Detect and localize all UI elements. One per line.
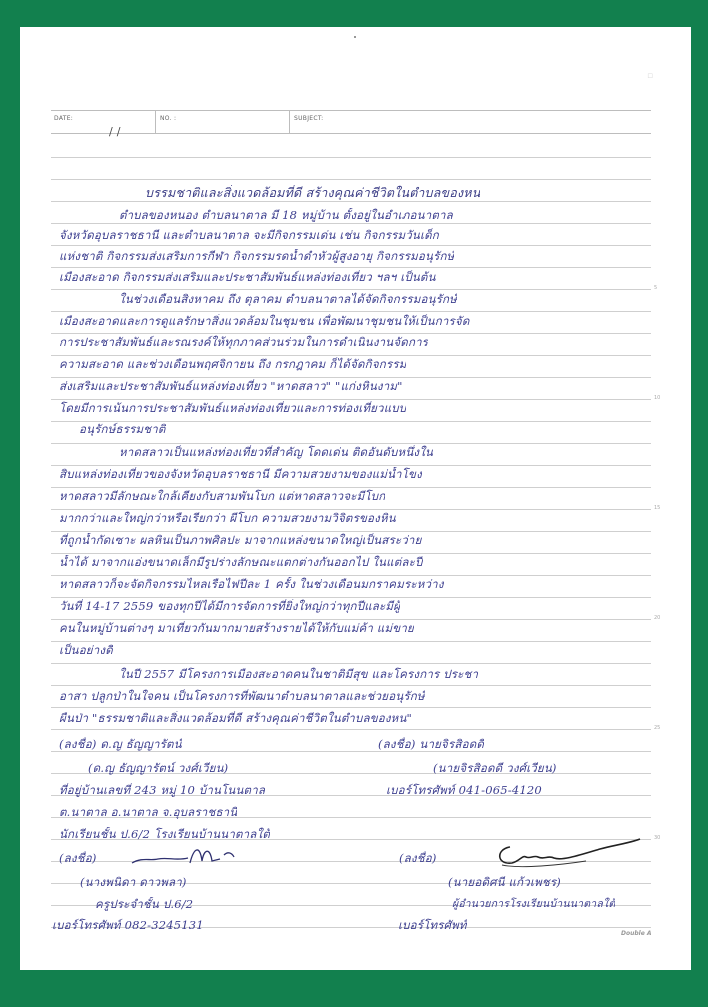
signature-guardian: (ลงชื่อ) นายจิรสิอดดี — [378, 737, 485, 751]
ruled-line — [51, 311, 651, 312]
paper-brand: Double A — [621, 930, 652, 937]
header-row — [51, 110, 651, 138]
body-line: ในช่วงเดือนสิงหาคม ถึง ตุลาคม ตำบลนาตาลได้จัดกิจกรรมอนุรักษ์ — [119, 292, 457, 306]
ruled-line — [51, 465, 651, 466]
body-line: การประชาสัมพันธ์และรณรงค์ให้ทุกภาคส่วนร่วมในการดำเนินงานจัดการ — [59, 335, 429, 349]
header-divider — [289, 111, 290, 133]
subject-label: SUBJECT: — [294, 115, 324, 122]
body-line: มากกว่าและใหญ่กว่าหรือเรียกว่า ผีโบก ความสวยงามวิจิตรของหิน — [59, 511, 396, 525]
signature-student: (ลงชื่อ) ด.ญ ธัญญารัตน์ — [59, 737, 182, 751]
line-number: 5 — [654, 285, 658, 291]
body-line: โดยมีการเน้นการประชาสัมพันธ์แหล่งท่องเที่ยวและการท่องเที่ยวแบบ — [59, 401, 407, 415]
line-number: 10 — [654, 395, 661, 401]
director-signature-scribble — [490, 835, 650, 871]
body-line: หาดสลาวก็จะจัดกิจกรรมไหลเรือไฟปีละ 1 ครั้ง ในช่วงเดือนมกราคมระหว่าง — [59, 577, 444, 591]
ruled-line — [51, 553, 651, 554]
ruled-line — [51, 619, 651, 620]
ruled-line — [51, 399, 651, 400]
ruled-line — [51, 201, 651, 202]
body-line: อาสา ปลูกป่าในใจคน เป็นโครงการที่พัฒนาตำบลนาตาลและช่วยอนุรักษ์ — [59, 689, 425, 703]
body-line: หาดสลาวเป็นแหล่งท่องเที่ยวที่สำคัญ โดดเด่น ติดอันดับหนึ่งใน — [119, 445, 434, 459]
body-line: น้ำได้ มาจากแอ่งขนาดเล็กมีรูปร่างลักษณะแตกต่างกันออกไป ในแต่ละปี — [59, 555, 423, 569]
ruled-line — [51, 509, 651, 510]
line-number: 15 — [654, 505, 661, 511]
body-line: ผืนป่า "ธรรมชาติและสิ่งแวดล้อมที่ดี สร้างคุณค่าชีวิตในตำบลของหน" — [59, 711, 413, 725]
ruled-line — [51, 179, 651, 180]
ruled-line — [51, 729, 651, 730]
body-line: อนุรักษ์ธรรมชาติ — [79, 422, 166, 436]
body-line: เมืองสะอาดและการดูแลรักษาสิ่งแวดล้อมในชุมชน เพื่อพัฒนาชุมชนให้เป็นการจัด — [59, 314, 470, 328]
body-line: ที่ถูกน้ำกัดเซาะ ผลหินเป็นภาพศิลปะ มาจากแหล่งขนาดใหญ่เป็นสระว่าย — [59, 533, 422, 547]
no-label: NO. : — [160, 115, 177, 122]
ruled-line — [51, 223, 651, 224]
ruled-line — [51, 707, 651, 708]
ruled-line — [51, 157, 651, 158]
signature-director: (ลงชื่อ) — [399, 851, 437, 865]
line-number: 25 — [654, 725, 661, 731]
ruled-line — [51, 289, 651, 290]
faint-mark: ▫ — [647, 71, 654, 81]
teacher-signature-scribble — [128, 841, 238, 871]
teacher-position: ครูประจำชั้น ป.6/2 — [95, 897, 194, 911]
header-divider — [155, 111, 156, 133]
body-line: ในปี 2557 มีโครงการเมืองสะอาดคนในชาติมีสุข และโครงการ ประชา — [119, 667, 479, 681]
student-address: ที่อยู่บ้านเลขที่ 243 หมู่ 10 บ้านโนนตาล — [59, 783, 266, 797]
ruled-line — [51, 443, 651, 444]
student-class: นักเรียนชั้น ป.6/2 โรงเรียนบ้านนาตาลใต้ — [59, 827, 271, 841]
director-name: (นายอดิศนี แก้วเพชร) — [448, 875, 561, 889]
body-line: เมืองสะอาด กิจกรรมส่งเสริมและประชาสัมพันธ์แหล่งท่องเที่ยว ฯลฯ เป็นต้น — [59, 270, 436, 284]
paper-sheet — [20, 27, 691, 970]
body-line: คนในหมู่บ้านต่างๆ มาเที่ยวกันมากมายสร้างรายได้ให้กับแม่ค้า แม่ขาย — [59, 621, 414, 635]
student-district: ต.นาตาล อ.นาตาล จ.อุบลราชธานี — [59, 805, 238, 819]
student-name: (ด.ญ ธัญญารัตน์ วงศ์เวียน) — [88, 761, 229, 775]
ruled-line — [51, 487, 651, 488]
director-position: ผู้อำนวยการโรงเรียนบ้านนาตาลใต้ — [452, 898, 616, 910]
line-number: 30 — [654, 835, 661, 841]
ruled-line — [51, 377, 651, 378]
line-number: 20 — [654, 615, 661, 621]
body-line: วันที่ 14-17 2559 ของทุกปีได้มีการจัดการที่ยิ่งใหญ่กว่าทุกปีและมีผู้ — [59, 599, 401, 613]
punch-dot — [354, 36, 356, 38]
body-line: สิบแหล่งท่องเที่ยวของจังหวัดอุบลราชธานี มีความสวยงามของแม่น้ำโขง — [59, 467, 422, 481]
body-line: หาดสลาวมีลักษณะใกล้เคียงกับสามพันโบก แต่หาดสลาวจะมีโบก — [59, 489, 386, 503]
ruled-line — [51, 267, 651, 268]
body-line: ตำบลของหนอง ตำบลนาตาล มี 18 หมู่บ้าน ตั้งอยู่ในอำเภอนาตาล — [119, 208, 453, 222]
teacher-name: (นางพนิดา ดาวพลา) — [80, 875, 187, 889]
ruled-line — [51, 663, 651, 664]
date-value: / / — [109, 125, 121, 138]
ruled-line — [51, 575, 651, 576]
body-line: ความสะอาด และช่วงเดือนพฤศจิกายน ถึง กรกฎาคม ก็ได้จัดกิจกรรม — [59, 357, 407, 371]
teacher-phone: เบอร์โทรศัพท์ 082-3245131 — [52, 918, 204, 932]
director-phone: เบอร์โทรศัพท์ — [398, 918, 467, 932]
ruled-line — [51, 245, 651, 246]
ruled-line — [51, 597, 651, 598]
signature-teacher: (ลงชื่อ) — [59, 851, 97, 865]
ruled-line — [51, 685, 651, 686]
body-line: เป็นอย่างดี — [59, 643, 113, 657]
guardian-name: (นายจิรสิอดดี วงศ์เวียน) — [433, 761, 557, 775]
guardian-phone: เบอร์โทรศัพท์ 041-065-4120 — [386, 783, 542, 797]
body-line: แห่งชาติ กิจกรรมส่งเสริมการกีฬา กิจกรรมรดน้ำดำหัวผู้สูงอายุ กิจกรรมอนุรักษ์ — [59, 249, 455, 263]
ruled-line — [51, 641, 651, 642]
essay-title: บรรมชาติและสิ่งแวดล้อมที่ดี สร้างคุณค่าชีวิตในตำบลของหน — [145, 185, 481, 200]
ruled-line — [51, 333, 651, 334]
ruled-line — [51, 531, 651, 532]
date-label: DATE: — [54, 115, 74, 122]
body-line: จังหวัดอุบลราชธานี และตำบลนาตาล จะมีกิจกรรมเด่น เช่น กิจกรรมวันเด็ก — [59, 228, 439, 242]
body-line: ส่งเสริมและประชาสัมพันธ์แหล่งท่องเที่ยว "หาดสลาว" "แก่งหินงาม" — [59, 379, 403, 393]
ruled-line — [51, 355, 651, 356]
